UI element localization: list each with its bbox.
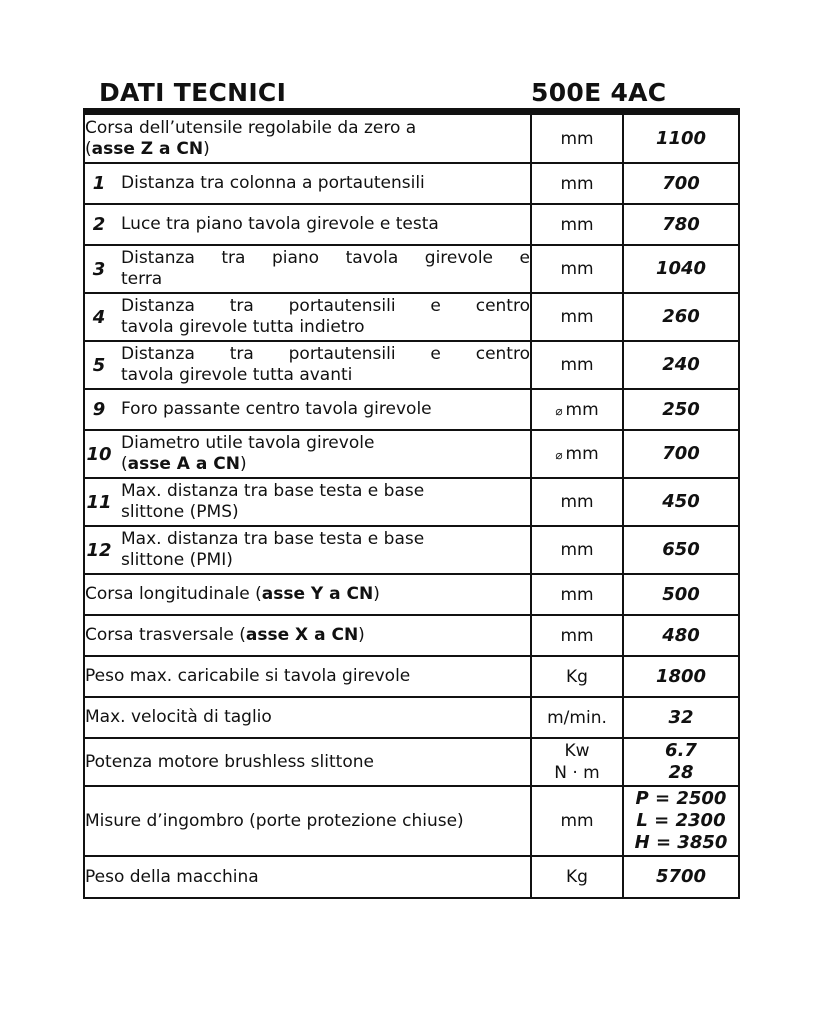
desc-cell [84, 245, 531, 293]
desc-cell [84, 389, 531, 430]
paren-open: ( [249, 584, 262, 604]
row-number: 5 [92, 354, 106, 376]
row-text-line1: Max. distanza tra base testa e base [121, 481, 425, 501]
table-row [84, 526, 739, 574]
table-row [84, 656, 739, 697]
value-cell: 500 [623, 574, 739, 615]
table-row [84, 163, 739, 204]
unit-cell: mm [531, 478, 623, 526]
row-text-line1: Max. distanza tra base testa e base [121, 529, 425, 549]
paren-open: ( [85, 138, 92, 159]
axis-label: asse A a CN [127, 454, 240, 474]
paren-close: ) [239, 454, 247, 474]
row-text-line2: terra [121, 269, 163, 289]
unit-cell: mm [531, 574, 623, 615]
desc-cell [84, 114, 531, 163]
desc-cell [84, 526, 531, 574]
value-cell: 780 [623, 204, 739, 245]
model-name: 500E 4AC [531, 78, 667, 107]
row-text: Distanza tra colonna a portautensili [121, 173, 425, 193]
paren-close: ) [373, 584, 380, 604]
value-cell: 450 [623, 478, 739, 526]
desc-cell [84, 430, 531, 478]
row-text-line1: Distanza tra piano tavola girevole e [121, 248, 530, 268]
unit-cell: m/min. [531, 697, 623, 738]
desc-cell: Potenza motore brushless slittone [84, 738, 531, 786]
table-row [84, 697, 739, 738]
unit-cell: Kg [531, 856, 623, 898]
table-row [84, 430, 739, 478]
value-cell [623, 786, 739, 856]
value-line: L = 2300 [636, 810, 726, 831]
row-text-line2: slittone (PMI) [121, 550, 233, 570]
desc-cell [84, 293, 531, 341]
unit-cell: mm [531, 615, 623, 656]
unit-text: Kw [564, 741, 590, 761]
table-row [84, 856, 739, 898]
diameter-icon: ⌀ [555, 403, 563, 418]
unit-cell: mm [531, 163, 623, 204]
row-text: Corsa longitudinale [85, 584, 250, 604]
desc-cell [84, 478, 531, 526]
row-number: 4 [92, 306, 106, 328]
row-text: Foro passante centro tavola girevole [121, 399, 432, 419]
desc-cell: Peso max. caricabile si tavola girevole [84, 656, 531, 697]
row-number: 1 [92, 173, 106, 194]
value-cell: 1100 [623, 114, 739, 163]
row-number: 2 [92, 214, 106, 235]
axis-label: asse Z a CN [91, 138, 204, 159]
unit-cell: Kg [531, 656, 623, 697]
table-row [84, 341, 739, 389]
value-line: H = 3850 [634, 832, 728, 853]
value-cell: 1040 [623, 245, 739, 293]
table-row [84, 204, 739, 245]
unit-text: mm [565, 399, 599, 420]
row-text: Corsa dell’utensile regolabile da zero a [85, 117, 417, 138]
paren-open: ( [121, 454, 128, 474]
table-row [84, 738, 739, 786]
row-text-line1: Distanza tra portautensili e centro [121, 296, 530, 316]
row-text: Luce tra piano tavola girevole e testa [121, 214, 439, 234]
desc-cell: Max. velocità di taglio [84, 697, 531, 738]
unit-cell: mm [531, 245, 623, 293]
value-cell: 250 [623, 389, 739, 430]
value-line: 6.7 [665, 740, 697, 761]
axis-label: asse X a CN [245, 625, 359, 645]
paren-close: ) [203, 138, 210, 159]
row-number: 3 [92, 258, 106, 280]
table-row [84, 114, 739, 163]
paren-close: ) [358, 625, 365, 645]
axis-label: asse Y a CN [261, 584, 374, 604]
table-row [84, 786, 739, 856]
row-text-line2: slittone (PMS) [121, 502, 239, 522]
row-text-line1: Distanza tra portautensili e centro [121, 344, 530, 364]
row-text-line2: tavola girevole tutta indietro [121, 317, 365, 337]
unit-cell: mm [531, 341, 623, 389]
unit-cell: mm [531, 786, 623, 856]
desc-cell: Peso della macchina [84, 856, 531, 898]
unit-cell [531, 430, 623, 478]
spec-table [83, 113, 740, 899]
row-text-line2: tavola girevole tutta avanti [121, 365, 353, 385]
value-cell: 1800 [623, 656, 739, 697]
desc-cell [84, 615, 531, 656]
desc-cell [84, 341, 531, 389]
unit-text: N · m [554, 763, 600, 783]
row-number: 10 [86, 443, 112, 465]
value-cell: 32 [623, 697, 739, 738]
value-cell: 240 [623, 341, 739, 389]
table-row [84, 389, 739, 430]
desc-cell [84, 574, 531, 615]
table-row [84, 574, 739, 615]
page-title: DATI TECNICI [99, 78, 287, 107]
table-row [84, 245, 739, 293]
table-row [84, 293, 739, 341]
value-cell: 260 [623, 293, 739, 341]
unit-cell [531, 738, 623, 786]
unit-text: mm [565, 444, 599, 464]
paren-open: ( [233, 625, 246, 645]
row-text-line1: Diametro utile tavola girevole [121, 433, 375, 453]
row-text: Corsa trasversale [85, 625, 234, 645]
desc-cell [84, 163, 531, 204]
unit-cell: mm [531, 114, 623, 163]
title-bar [83, 78, 740, 113]
value-line: P = 2500 [635, 788, 727, 809]
desc-cell [84, 204, 531, 245]
value-cell: 700 [623, 430, 739, 478]
row-number: 11 [86, 491, 112, 513]
value-line: 28 [668, 762, 694, 783]
table-row [84, 615, 739, 656]
unit-cell: mm [531, 526, 623, 574]
desc-cell: Misure d’ingombro (porte protezione chiuse) [84, 786, 531, 856]
value-cell: 700 [623, 163, 739, 204]
row-number: 9 [92, 399, 106, 420]
value-cell: 480 [623, 615, 739, 656]
row-number: 12 [86, 539, 112, 561]
value-cell: 5700 [623, 856, 739, 898]
diameter-icon: ⌀ [555, 448, 563, 462]
unit-cell: mm [531, 293, 623, 341]
unit-cell: mm [531, 204, 623, 245]
table-row [84, 478, 739, 526]
value-cell: 650 [623, 526, 739, 574]
value-cell [623, 738, 739, 786]
unit-cell [531, 389, 623, 430]
